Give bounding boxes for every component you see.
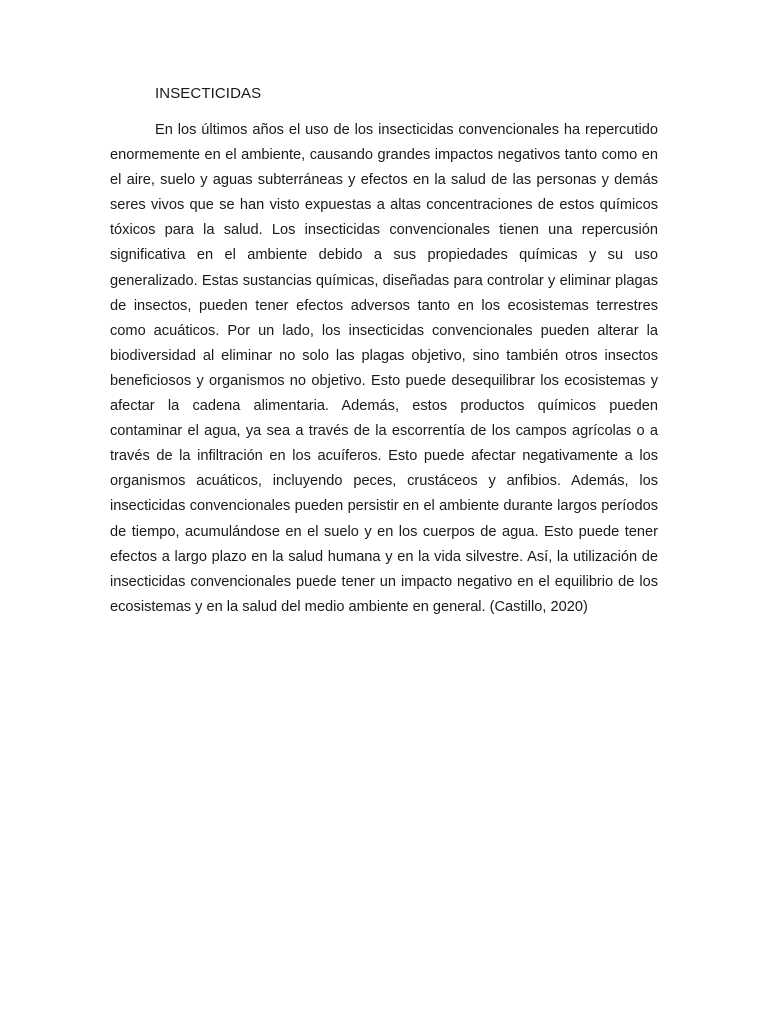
document-heading: INSECTICIDAS [155, 85, 262, 102]
body-paragraph: En los últimos años el uso de los insecticidas convencionales ha repercutido enormemente en el ambiente, causando grandes impactos negativos tanto como en el aire, suelo y aguas subterráneas y efectos en la salud de las personas y demás seres vivos que se han visto expuestas a altas concentraciones de estos químicos tóxicos para la salud. Los insecticidas convencionales tienen una repercusión significativa en el ambiente debido a sus propiedades químicas y su uso generalizado. Estas sustancias químicas, diseñadas para controlar y eliminar plagas de insectos, pueden tener efectos adversos tanto en los ecosistemas terrestres como acuáticos. Por un lado, los insecticidas convencionales pueden alterar la biodiversidad al eliminar no solo las plagas objetivo, sino también otros insectos beneficiosos y organismos no objetivo. Esto puede desequilibrar los ecosistemas y afectar la cadena alimentaria. Además, estos productos químicos pueden contaminar el agua, ya sea a través de la escorrentía de los campos agrícolas o a través de la infiltración en los acuíferos. Esto puede afectar negativamente a los organismos acuáticos, incluyendo peces, crustáceos y anfibios. Además, los insecticidas convencionales pueden persistir en el ambiente durante largos períodos de tiempo, acumulándose en el suelo y en los cuerpos de agua. Esto puede tener efectos a largo plazo en la salud humana y en la vida silvestre. Así, la utilización de insecticidas convencionales puede tener un impacto negativo en el equilibrio de los ecosistemas y en la salud del medio ambiente en general. (Castillo, 2020) [110, 122, 658, 615]
document-content [110, 84, 658, 620]
